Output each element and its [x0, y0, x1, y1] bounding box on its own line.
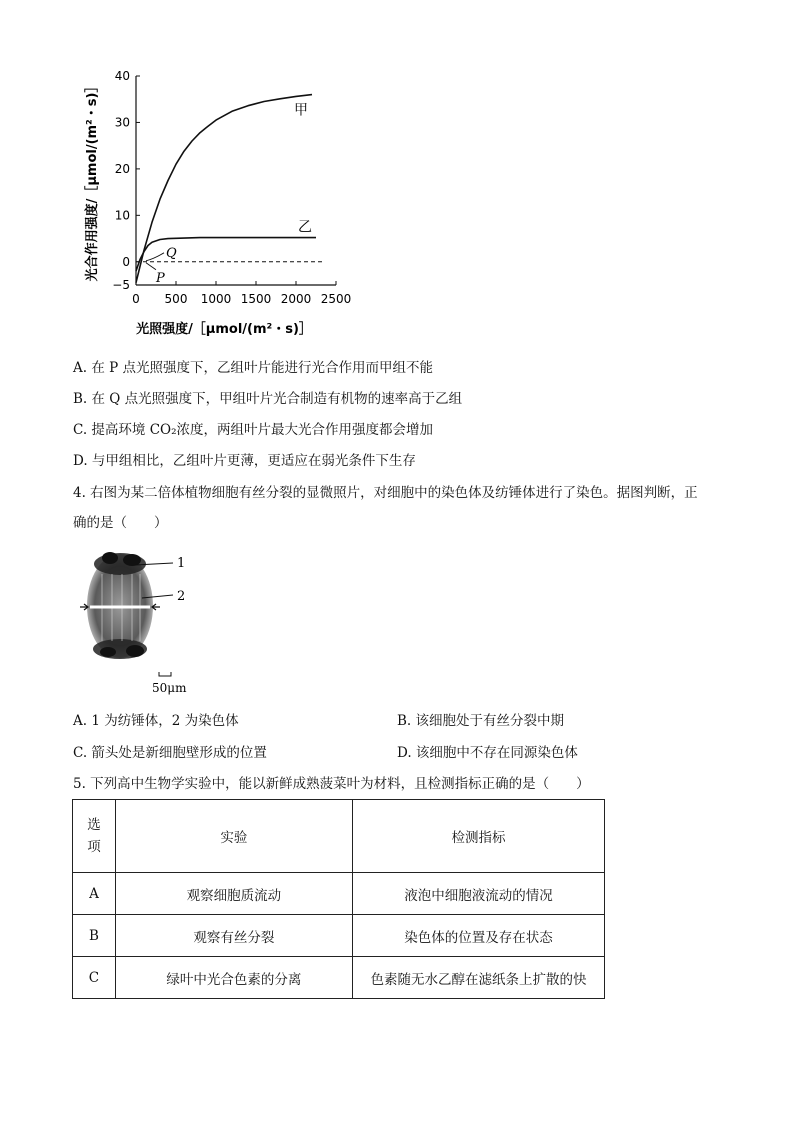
- header-indicator: 检测指标: [352, 800, 604, 873]
- left-arrow-icon: [80, 604, 88, 610]
- q4-option-a: A. 1 为纺锤体，2 为染色体: [73, 713, 239, 729]
- scale-label: 50μm: [152, 681, 187, 695]
- series-line-yi: [136, 238, 316, 272]
- x-tick-label: 1000: [200, 292, 232, 306]
- header-option: 选项: [73, 800, 116, 873]
- series-label: 甲: [294, 102, 308, 119]
- y-tick-label: 20: [114, 161, 130, 176]
- right-arrow-icon: [152, 604, 160, 610]
- series-label: 乙: [298, 219, 312, 236]
- x-axis-label: 光照强度/［μmol/(m²・s)］: [136, 322, 312, 337]
- y-tick-label: −5: [112, 278, 130, 292]
- scale-bar: [159, 672, 171, 676]
- cell-micrograph-figure: [80, 546, 200, 696]
- label-2: 2: [177, 589, 186, 604]
- cell-micrograph-svg: [80, 546, 200, 696]
- chart-svg: [78, 62, 368, 347]
- q3-option-d: D. 与甲组相比，乙组叶片更薄，更适应在弱光条件下生存: [73, 453, 416, 469]
- q3-option-a: A. 在 P 点光照强度下，乙组叶片能进行光合作用而甲组不能: [73, 360, 433, 376]
- photosynthesis-chart: [78, 62, 368, 347]
- q5-stem: 5. 下列高中生物学实验中，能以新鲜成熟菠菜叶为材料，且检测指标正确的是（ ）: [73, 776, 590, 792]
- q4-stem-line1: 4. 右图为某二倍体植物细胞有丝分裂的显微照片，对细胞中的染色体及纺锤体进行了染色。据图判断，正: [73, 485, 698, 501]
- q3-option-b: B. 在 Q 点光照强度下，甲组叶片光合制造有机物的速率高于乙组: [73, 391, 463, 407]
- table-row: [73, 957, 605, 999]
- table-cell: 染色体的位置及存在状态: [352, 915, 604, 957]
- x-tick-label: 0: [132, 292, 140, 306]
- y-tick-label: 0: [122, 254, 130, 269]
- q4-option-d: D. 该细胞中不存在同源染色体: [397, 745, 578, 761]
- y-tick-label: 10: [114, 208, 130, 223]
- x-tick-label: 1500: [240, 292, 272, 306]
- table-cell: 绿叶中光合色素的分离: [115, 957, 352, 999]
- q4-option-c: C. 箭头处是新细胞壁形成的位置: [73, 745, 267, 761]
- point-q-arrow: [146, 253, 164, 261]
- y-tick-label: 30: [114, 115, 130, 130]
- table-cell: 观察有丝分裂: [115, 915, 352, 957]
- header-experiment: 实验: [115, 800, 352, 873]
- point-q-label: Q: [166, 245, 177, 261]
- point-p-label: P: [156, 270, 165, 286]
- q4-stem-line2: 确的是（ ）: [73, 515, 168, 531]
- experiment-table: [72, 799, 605, 999]
- x-tick-label: 2000: [280, 292, 312, 306]
- table-cell: 色素随无水乙醇在滤纸条上扩散的快: [352, 957, 604, 999]
- y-axis-label: 光合作用强度/［μmol/(m²・s)］: [85, 79, 100, 282]
- table-cell: B: [73, 915, 116, 957]
- q3-option-c: C. 提高环境 CO₂浓度，两组叶片最大光合作用强度都会增加: [73, 422, 434, 438]
- x-tick-label: 2500: [320, 292, 352, 306]
- table-row: [73, 915, 605, 957]
- table-cell: C: [73, 957, 116, 999]
- point-p-arrow: [146, 263, 156, 270]
- table-header-row: [73, 800, 605, 873]
- x-tick-label: 500: [164, 292, 188, 306]
- q4-option-b: B. 该细胞处于有丝分裂中期: [397, 713, 565, 729]
- table-cell: 液泡中细胞液流动的情况: [352, 873, 604, 915]
- table-row: [73, 873, 605, 915]
- table-cell: 观察细胞质流动: [115, 873, 352, 915]
- y-tick-label: 40: [114, 69, 130, 83]
- label-1: 1: [177, 556, 186, 571]
- table-cell: A: [73, 873, 116, 915]
- series-line-jia: [136, 95, 312, 283]
